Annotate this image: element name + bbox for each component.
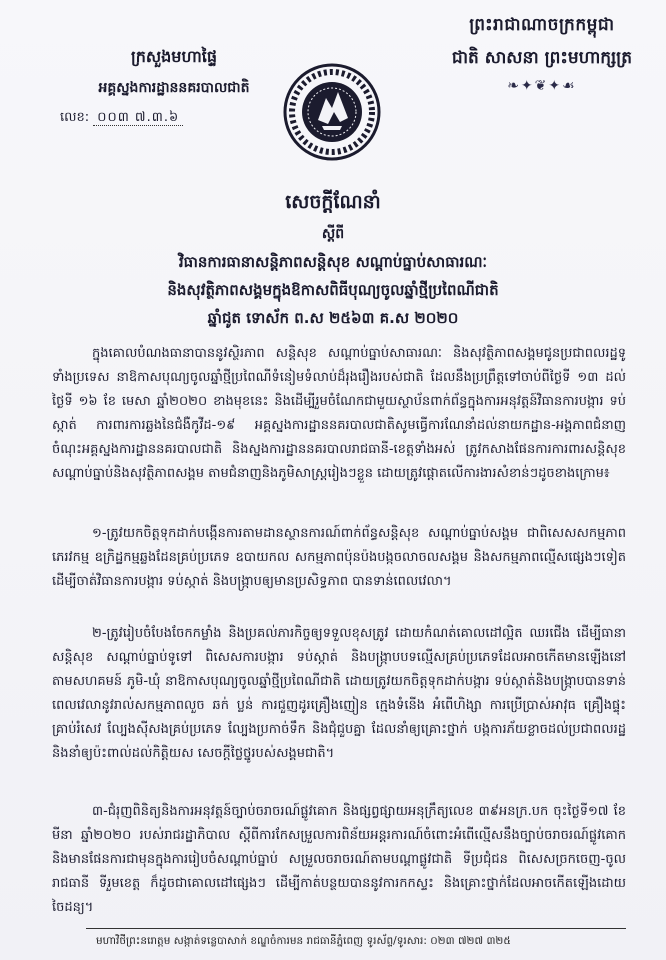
ministry-name: ក្រសួងមហាផ្ទៃ: [130, 47, 217, 66]
reference-number: [54, 109, 294, 128]
intro-paragraph: ក្នុងគោលបំណងធានាបាននូវស្ថិរភាព សន្តិសុខ សណ្តាប់ធ្នាប់សាធារណៈ និងសុវត្ថិភាពសង្គមជូនប្រជាពលរដ្ឋទូទាំងប្រទេស នាឱកាសបុណ្យចូលឆ្នាំថ្មីប្រពៃណីទំនៀមទំលាប់ដ៏រុងរឿងរបស់ជាតិ ដែលនឹងប្រព្រឹត្តទៅចាប់ពីថ្ងៃទី ១៣ ដល់ថ្ងៃទី ១៦ ខែ មេសា ឆ្នាំ២០២០ ខាងមុខនេះ និងដើម្បីរួមចំណែកជាមួយស្ថាប័នពាក់ព័ន្ធក្នុងការអនុវត្តន៍វិធានការបង្ការ ទប់ស្កាត់ ការពារការឆ្លងនៃជំងឺកូវីដ-១៩ អគ្គស្នងការដ្ឋាននគរបាលជាតិសូមធ្វើការណែនាំដល់នាយកដ្ឋាន-អង្គភាពជំនាញ ចំណុះអគ្គស្នងការដ្ឋាននគរបាលជាតិ និងស្នងការដ្ឋាននគរបាលរាជធានី-ខេត្តទាំងអស់ ត្រូវកសាងផែនការការពារសន្តិសុខ សណ្តាប់ធ្នាប់និងសុវត្ថិភាពសង្គម តាមជំនាញនិងភូមិសាស្ត្ររៀងៗខ្លួន ដោយត្រូវផ្តោតលើការងារសំខាន់ៗដូចខាងក្រោម៖: [52, 346, 626, 481]
police-emblem-icon: [282, 62, 382, 162]
ornament-divider-icon: ❧✦❦✦☙: [507, 78, 577, 94]
national-motto: ជាតិ សាសនា ព្រះមហាក្សត្រ: [451, 48, 632, 68]
paragraph-3: ៣-ជំរុញពិនិត្យនិងការអនុវត្តន៍ច្បាប់ចរាចរណ៍ផ្លូវគោក និងផ្សព្វផ្សាយអនុក្រឹត្យលេខ ៣៩អនក្រ.បក ចុះថ្ងៃទី១៧ ខែមីនា ឆ្នាំ២០២០ របស់រាជរដ្ឋាភិបាល ស្តីពីការកែសម្រួលការពិន័យអន្តរការណ៍ចំពោះអំពើល្មើសនឹងច្បាប់ចរាចរណ៍ផ្លូវគោក និងមានផែនការជាមុនក្នុងការរៀបចំសណ្តាប់ធ្នាប់ សម្រួលចរាចរណ៍តាមបណ្តាផ្លូវជាតិ ទីប្រជុំជន ពិសេសច្រកចេញ-ចូលរាជធានី ទីរួមខេត្ត ក៏ដូចជាគោលដៅផ្សេងៗ ដើម្បីកាត់បន្ថយបាននូវការកកស្ទះ និងគ្រោះថ្នាក់ដែលអាចកើតឡើងដោយចៃដន្យ។: [52, 804, 626, 915]
title-line-3: ឆ្នាំជូត ទោស័ក ព.ស ២៥៦៣ គ.ស ២០២០: [207, 309, 459, 327]
footer-divider: [86, 928, 626, 929]
reference-label: លេខ:: [60, 110, 90, 125]
kingdom-name: ព្រះរាជាណាចក្រកម្ពុជា: [469, 15, 615, 35]
paragraph-1: ១-ត្រូវយកចិត្តទុកដាក់បង្កើនការតាមដានស្ថានការណ៍ពាក់ព័ន្ធសន្តិសុខ សណ្តាប់ធ្នាប់សង្គម ជាពិសេសសកម្មភាពភេរវកម្ម ឧក្រិដ្ឋកម្មឆ្លងដែនគ្រប់ប្រភេទ ឧបាយកល សកម្មភាពប៉ុនប៉ងបង្កចលាចលសង្គម និងសកម្មភាពល្មើសផ្សេងៗទៀត ដើម្បីចាត់វិធានការបង្ការ ទប់ស្កាត់ និងបង្ក្រាបឲ្យមានប្រសិទ្ធភាព បានទាន់ពេលវេលា។: [52, 526, 626, 589]
document-title: [0, 190, 666, 331]
title-about: ស្តីពី: [321, 226, 345, 242]
paragraph-2: ២-ត្រូវរៀបចំបែងចែកកម្លាំង និងប្រគល់ភារកិច្ចឲ្យទទួលខុសត្រូវ ដោយកំណត់គោលដៅល្អិត ឈរជើង ដើម្បីធានាសន្តិសុខ សណ្តាប់ធ្នាប់ទូទៅ ពិសេសការបង្ការ ទប់ស្កាត់ និងបង្ក្រាបបទល្មើសគ្រប់ប្រភេទដែលអាចកើតមានឡើងនៅតាមសហគមន៍ ភូមិ-ឃុំ នាឱកាសបុណ្យចូលឆ្នាំថ្មីប្រពៃណីជាតិ ដោយត្រូវយកចិត្តទុកដាក់បង្ការ ទប់ស្កាត់និងបង្ក្រាបបានទាន់ពេលវេលានូវរាល់សកម្មភាពលួច ឆក់ ប្លន់ ការជួញដូរគ្រឿងញៀន ក្មេងទំនើង អំពើហិង្សា ការប្រើប្រាស់អាវុធ គ្រឿងផ្ទុះ គ្រាប់រំសេវ ល្បែងស៊ីសងគ្រប់ប្រភេទ ល្បែងប្រកាច់ទឹក និងជុំជួបគ្នា ដែលនាំឲ្យគ្រោះថ្នាក់ បង្កការភ័យខ្លាចដល់ប្រជាពលរដ្ឋ និងនាំឲ្យប៉ះពាល់ដល់កិត្តិយស សេចក្តីថ្លៃថ្នូរបស់សង្គមជាតិ។: [52, 626, 626, 761]
footer-address: មហាវិថីព្រះនរោត្តម សង្កាត់ទន្លេបាសាក់ ខណ្ឌចំការមន រាជធានីភ្នំពេញ ទូរស័ព្ទ/ទូរសារ: ០២៣ ៧២៧ ៣២៥: [96, 935, 511, 947]
commissariat-name: អគ្គស្នងការដ្ឋាននគរបាលជាតិ: [98, 80, 250, 96]
title-line-2: និងសុវត្ថិភាពសង្គមក្នុងឱកាសពិធីបុណ្យចូលឆ្នាំថ្មីប្រពៃណីជាតិ: [167, 281, 499, 299]
reference-value: ០០៣ ៧.៣.៦: [93, 110, 183, 126]
title-line-1: វិធានការធានាសន្តិភាពសន្តិសុខ សណ្តាប់ធ្នាប់សាធារណៈ: [178, 253, 488, 271]
title-main: សេចក្តីណែនាំ: [285, 191, 381, 213]
ministry-header: [54, 46, 294, 128]
kingdom-header: [452, 14, 632, 94]
